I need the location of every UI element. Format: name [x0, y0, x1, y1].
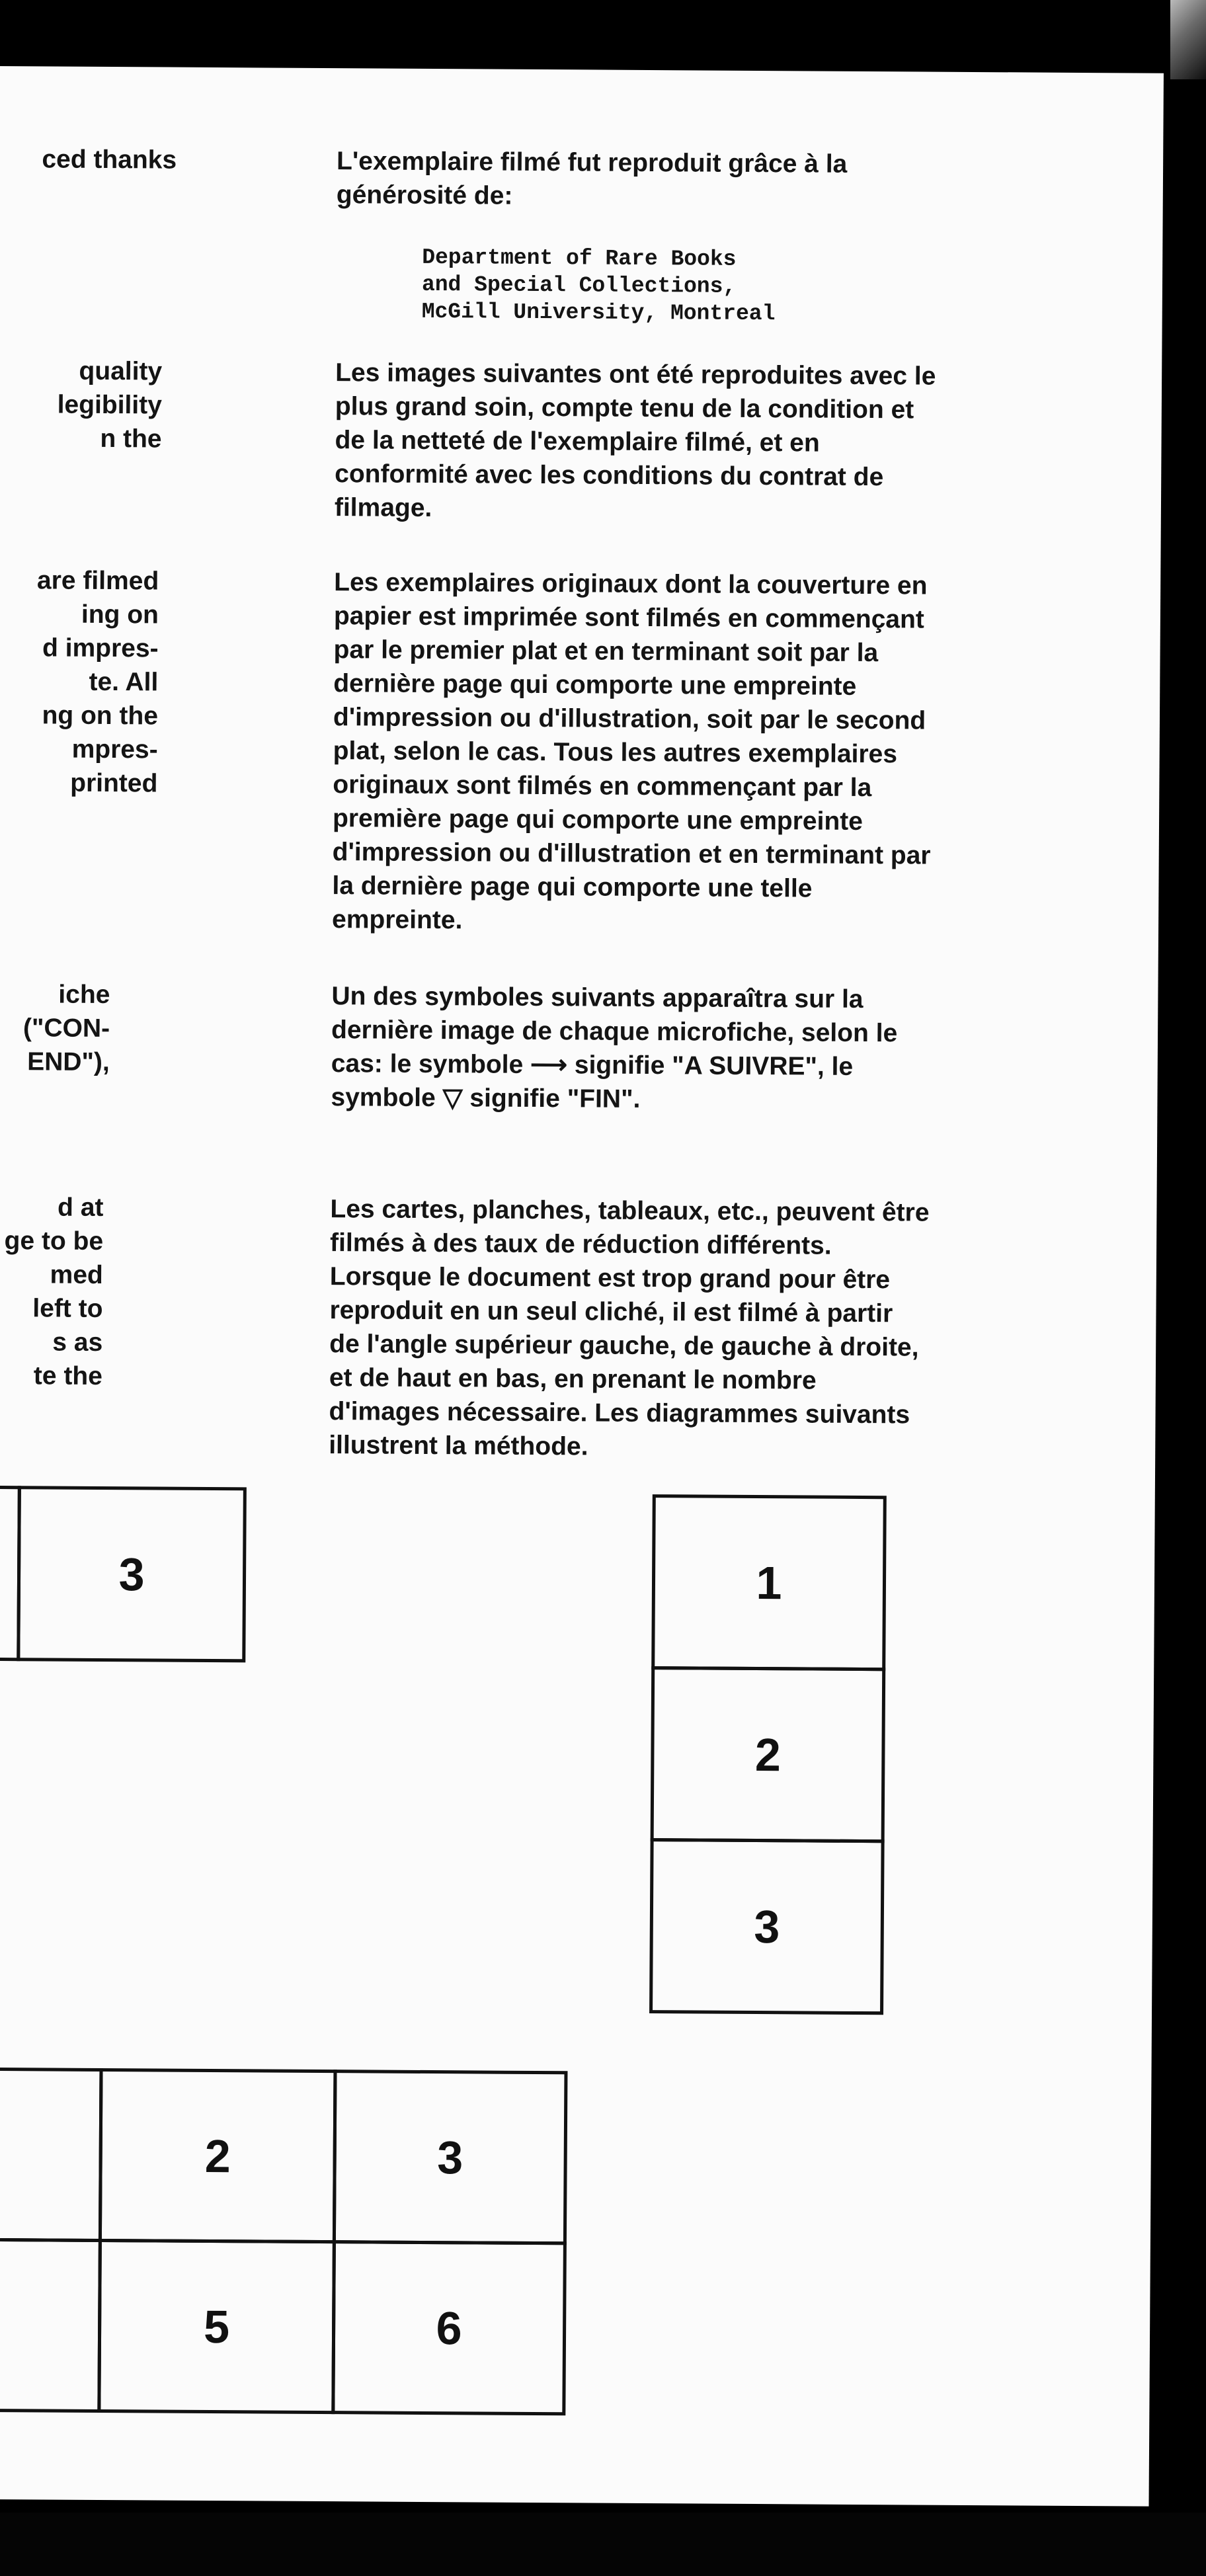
paragraph-symbols: Un des symboles suivants apparaîtra sur la dernière image de chaque microfiche, selon le cas: le symbole ⟶ signifie "A SUIVRE", le symbole ▽ signifie "FIN".	[331, 982, 898, 1113]
left-fragment-maps: d at ge to be med left to s as te the	[4, 1193, 104, 1390]
diagram-grid-cell-6: 6	[331, 2240, 567, 2415]
paragraph-images: Les images suivantes ont été reproduites avec le plus grand soin, compte tenu de la condition et de la netteté de l'exemplaire filmé, et en conformité avec les conditions du contrat de filmage.	[334, 358, 936, 523]
diagram-grid-cell-5: 5	[97, 2239, 336, 2414]
diagram-stack-cell-3: 3	[649, 1838, 885, 2015]
paragraph-maps: Les cartes, planches, tableaux, etc., peuvent être filmés à des taux de réduction différents. Lorsque le document est trop grand pour être reproduit en un seul cliché, il est filmé à partir de l'angle supérieur gauche, de gauche à droite, et de haut en bas, en prenant le nombre d'images nécessaire. Les diagrammes suivants illustrent la méthode.	[329, 1195, 930, 1461]
left-fragment-microfiche: iche ("CON- END"),	[22, 980, 110, 1077]
left-fragment-thanks: ced thanks	[42, 145, 177, 175]
diagram-grid-cell-2: 2	[99, 2068, 337, 2243]
institution-block: Department of Rare Books and Special Collections, McGill University, Montreal	[421, 245, 776, 327]
paragraph-originals: Les exemplaires originaux dont la couverture en papier est imprimée sont filmés en commençant par le premier plat et en terminant soit par la dernière page qui comporte une empreinte d'impression ou d'illustration, soit par le second plat, selon le cas. Tous les autres exemplaires originaux sont filmés en commençant par la première page qui comporte une empreinte d'impression ou d'illustration et en terminant par la dernière page qui comporte une telle empreinte.	[331, 568, 931, 935]
intro-paragraph: L'exemplaire filmé fut reproduit grâce à la générosité de:	[336, 147, 848, 210]
diagram-grid-cell-1	[0, 2067, 103, 2242]
document-page	[0, 66, 1164, 2507]
diagram-stack-cell-2: 2	[651, 1666, 886, 1843]
diagram-row-cell-3: 3	[17, 1486, 247, 1662]
diagram-grid-cell-3: 3	[333, 2070, 568, 2245]
diagram-grid-cell-4	[0, 2237, 102, 2413]
diagram-stack-cell-1: 1	[651, 1494, 887, 1671]
left-fragment-filmed: are filmed ing on d impres- te. All ng on the mpres- printed	[36, 566, 159, 798]
left-fragment-quality: quality legibility n the	[57, 356, 163, 454]
film-edge-scuff	[1170, 0, 1206, 79]
film-bottom-border	[0, 2513, 1206, 2576]
